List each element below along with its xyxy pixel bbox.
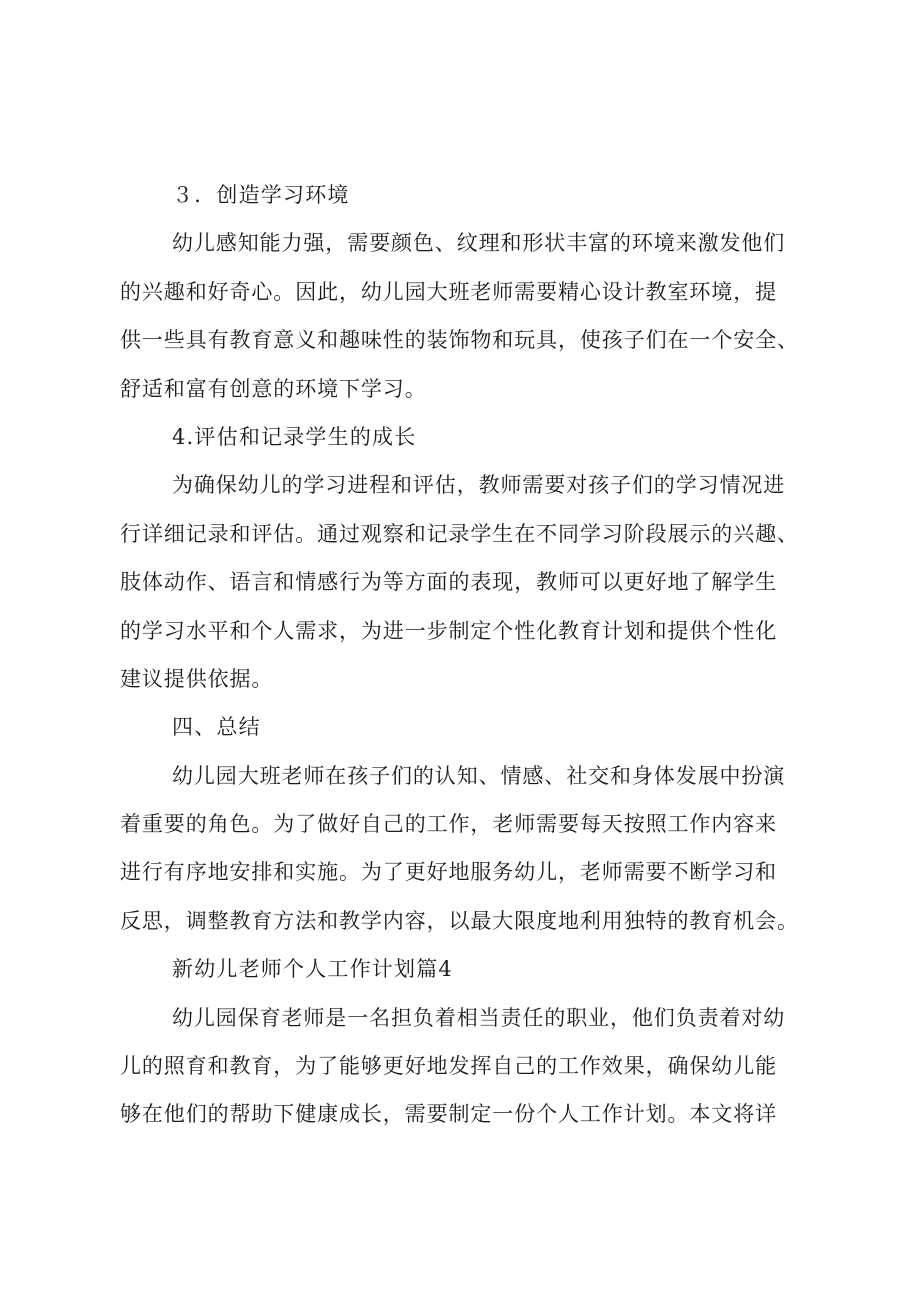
paragraph-line: 幼儿感知能力强，需要颜色、纹理和形状丰富的环境来激发他们 [172,231,786,256]
section-heading-3: ３．创造学习环境 [172,183,350,207]
paragraph-line: 儿的照育和教育，为了能够更好地发挥自己的工作效果，确保幼儿能 [120,1054,777,1079]
paragraph-line: 为确保幼儿的学习进程和评估，教师需要对孩子们的学习情况进 [172,473,786,498]
paragraph-line: 反思，调整教育方法和教学内容，以最大限度地利用独特的教育机会。 [120,908,799,933]
section-heading-4: 4.评估和记录学生的成长 [172,424,417,449]
section-heading-summary: 四、总结 [172,715,261,740]
paragraph-line: 的兴趣和好奇心。因此，幼儿园大班老师需要精心设计教室环境，提 [120,279,777,304]
paragraph-line: 供一些具有教育意义和趣味性的装饰物和玩具，使孩子们在一个安全、 [120,328,799,353]
paragraph-line: 幼儿园大班老师在孩子们的认知、情感、社交和身体发展中扮演 [172,763,786,788]
paragraph-line: 舒适和富有创意的环境下学习。 [120,376,427,401]
paragraph-line: 行详细记录和评估。通过观察和记录学生在不同学习阶段展示的兴趣、 [120,521,799,546]
paragraph-line: 幼儿园保育老师是一名担负着相当责任的职业，他们负责着对幼 [172,1005,786,1030]
document-body [120,171,840,1139]
article-title: 新幼儿老师个人工作计划篇4 [172,957,453,982]
paragraph-line: 的学习水平和个人需求，为进一步制定个性化教育计划和提供个性化 [120,618,777,643]
paragraph-line: 着重要的角色。为了做好自己的工作，老师需要每天按照工作内容来 [120,812,777,837]
paragraph-line: 够在他们的帮助下健康成长，需要制定一份个人工作计划。本文将详 [120,1102,777,1127]
paragraph-line: 肢体动作、语言和情感行为等方面的表现，教师可以更好地了解学生 [120,570,777,595]
paragraph-line: 建议提供依据。 [120,666,274,691]
paragraph-line: 进行有序地安排和实施。为了更好地服务幼儿，老师需要不断学习和 [120,860,777,885]
